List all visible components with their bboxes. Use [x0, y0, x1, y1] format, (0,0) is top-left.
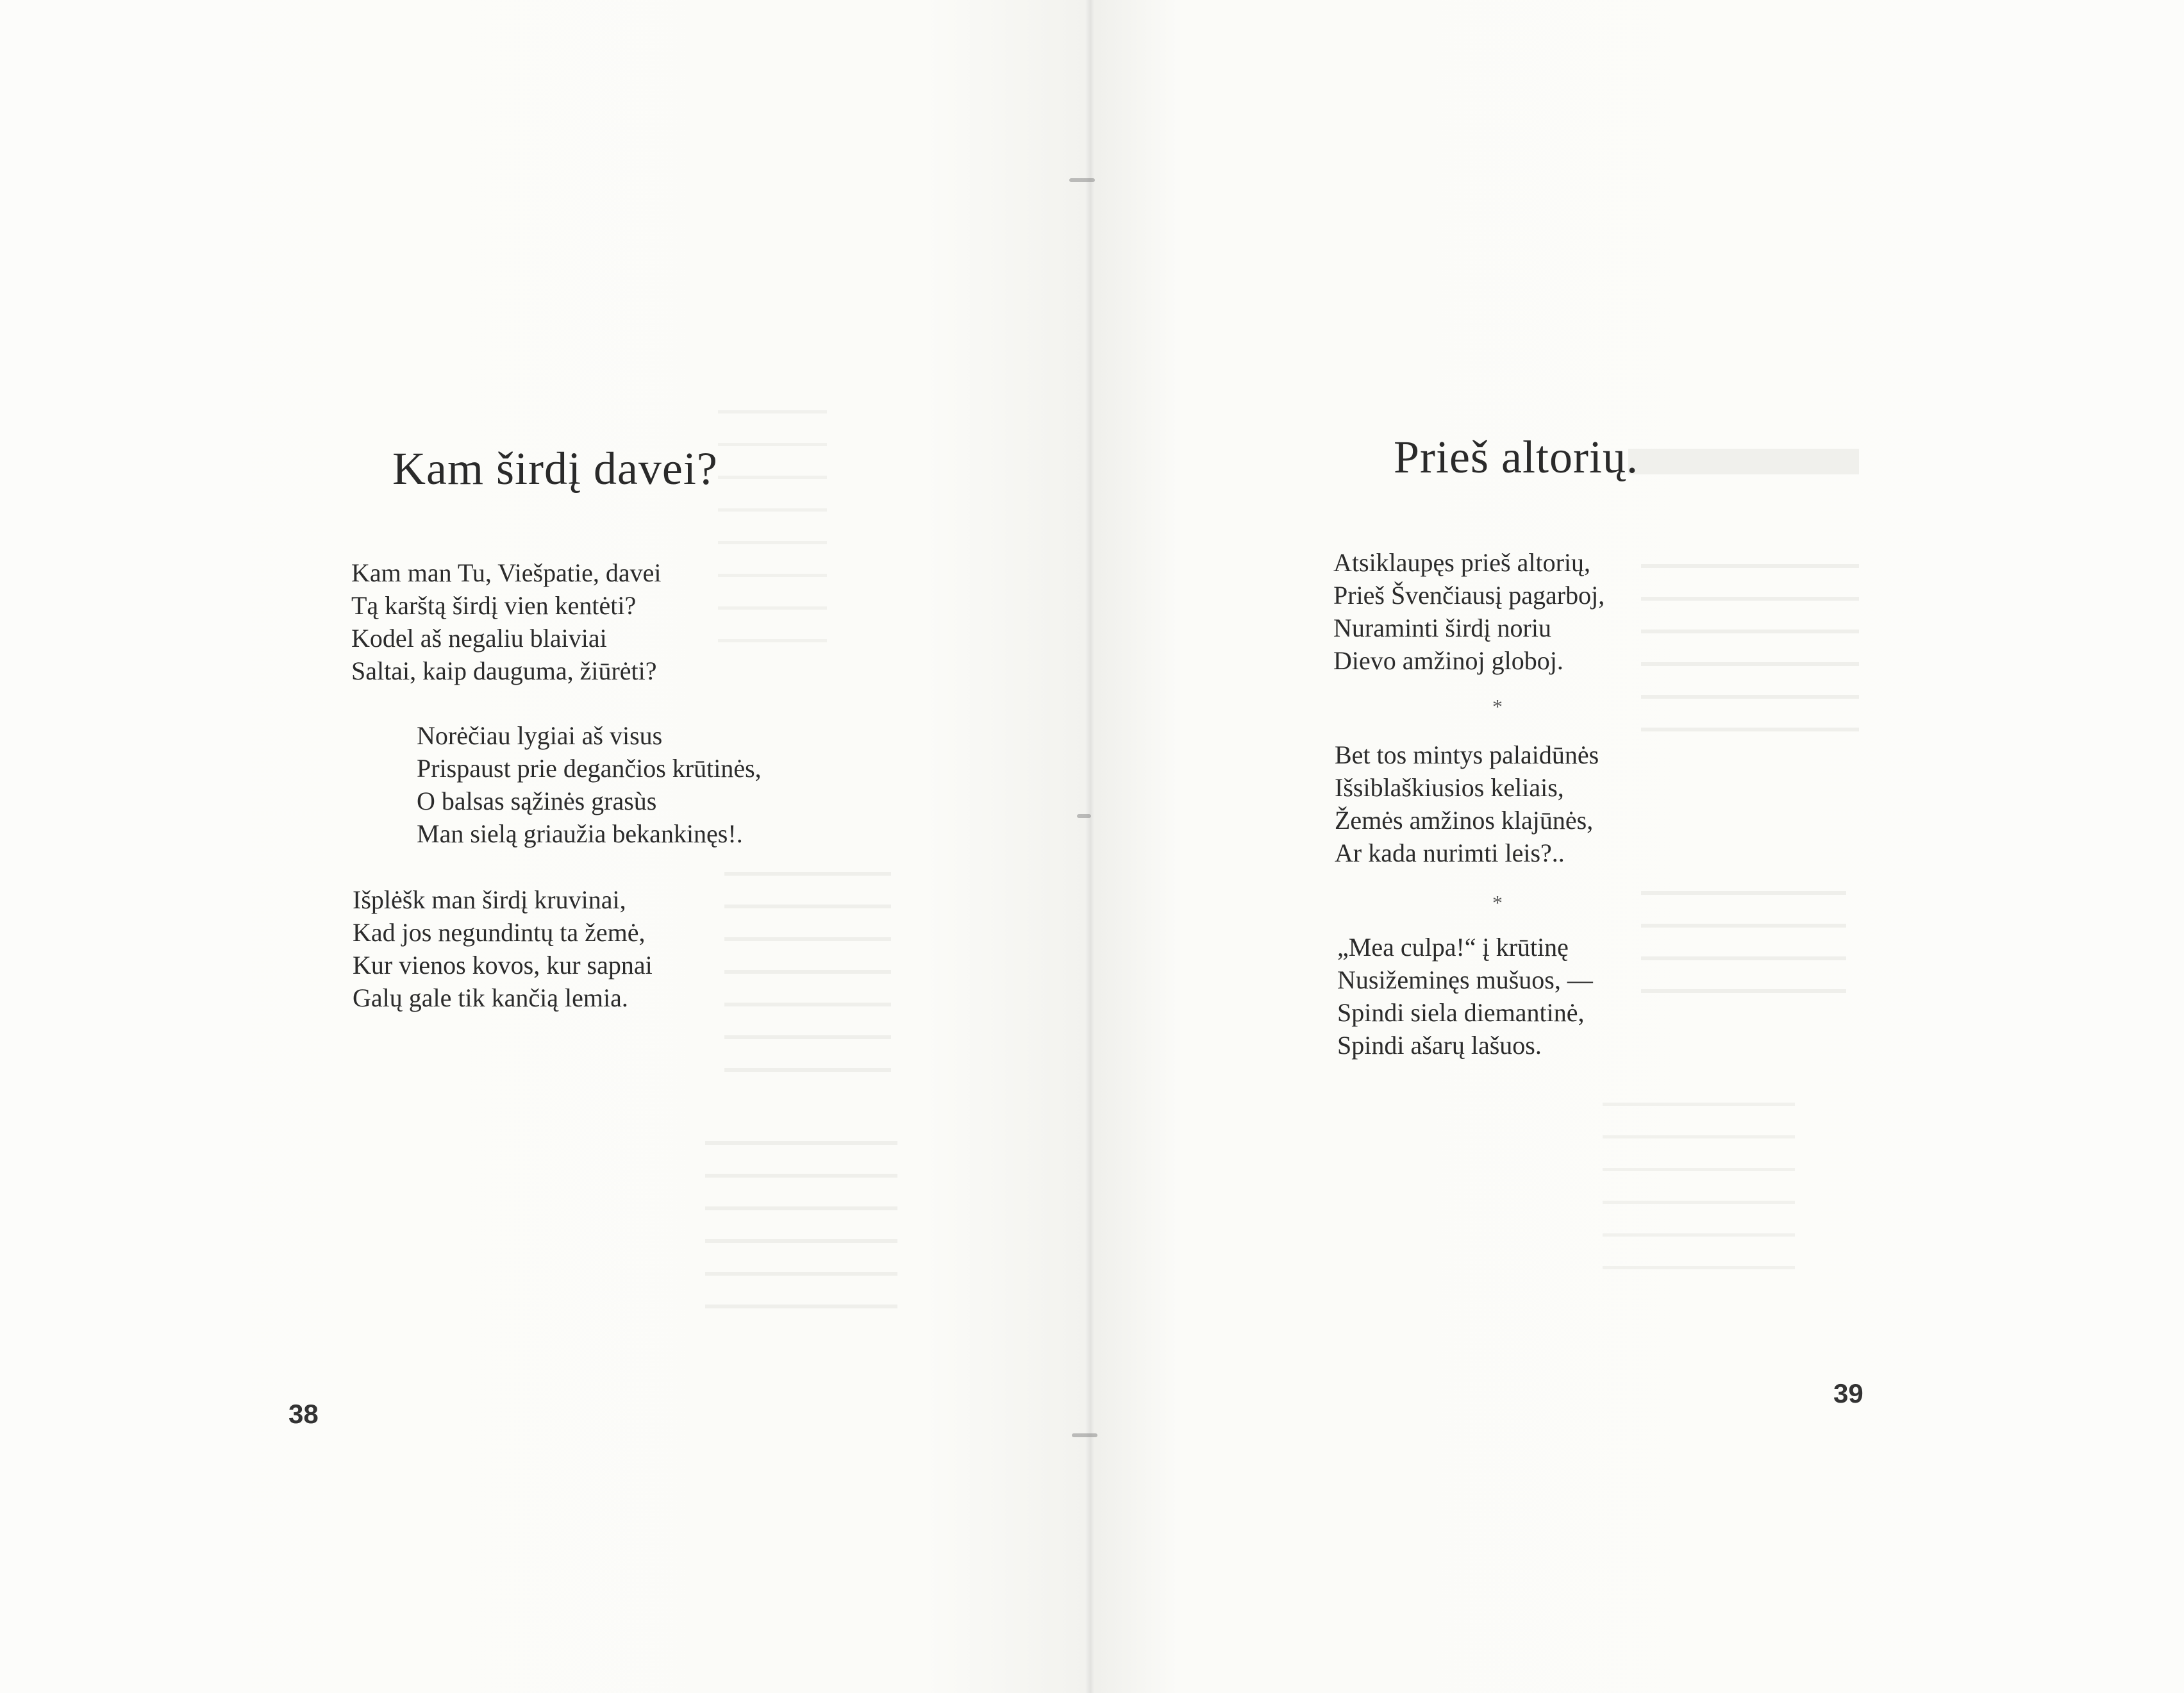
verse-line: Nuraminti širdį noriu [1333, 613, 1551, 642]
verse-line: Man sielą griaužia bekankinęs!. [417, 819, 743, 848]
show-through-block [724, 872, 891, 1090]
verse-line: Prispaust prie degančios krūtinės, [417, 754, 762, 783]
verse-line: Kam man Tu, Viešpatie, davei [351, 558, 662, 587]
verse-line: „Mea culpa!“ į krūtinę [1337, 933, 1569, 962]
page-number: 38 [288, 1399, 319, 1429]
verse-line: Atsiklaupęs prieš altorių, [1333, 548, 1591, 577]
binding-stitch [1072, 1433, 1097, 1437]
verse-line: O balsas sąžinės grasùs [417, 787, 657, 815]
verse-line: Išplėšk man širdį kruvinai, [353, 885, 626, 914]
verse-line: Norėčiau lygiai aš visus [417, 721, 663, 750]
verse-line: Ar kada nurimti leis?.. [1335, 838, 1565, 867]
page-number: 39 [1833, 1378, 1863, 1408]
verse-line: Kur vienos kovos, kur sapnai [353, 951, 653, 980]
poem-title: Kam širdį davei? [392, 443, 718, 494]
binding-stitch [1077, 814, 1091, 818]
verse-line: Kad jos negundintų ta žemė, [353, 918, 646, 947]
stanza-2 [417, 719, 762, 850]
verse-line: Nusižeminęs mušuos, — [1337, 965, 1593, 994]
stanza-separator: * [1492, 695, 1503, 718]
verse-line: Žemės amžinos klajūnės, [1335, 806, 1594, 835]
stanza-1 [351, 556, 661, 687]
stanza-2 [1335, 738, 1599, 869]
binding-stitch [1069, 178, 1095, 182]
stanza-separator: * [1492, 891, 1503, 914]
show-through-block [718, 410, 827, 654]
book-gutter [1085, 0, 1094, 1693]
left-page [0, 0, 1090, 1693]
verse-line: Spindi siela diemantinė, [1337, 998, 1585, 1027]
verse-line: Kodel aš negaliu blaiviai [351, 624, 607, 653]
show-through-block [1628, 449, 1859, 474]
verse-line: Galų gale tik kančią lemia. [353, 983, 628, 1012]
verse-line: Tą karštą širdį vien kentėti? [351, 591, 637, 620]
stanza-3 [353, 883, 653, 1014]
verse-line: Saltai, kaip dauguma, žiūrėti? [351, 656, 657, 685]
verse-line: Išsiblaškiusios keliais, [1335, 773, 1564, 802]
stanza-1 [1333, 546, 1605, 677]
verse-line: Spindi ašarų lašuos. [1337, 1031, 1542, 1060]
verse-line: Bet tos mintys palaidūnės [1335, 740, 1599, 769]
right-page [1090, 0, 2184, 1693]
show-through-block [1603, 1103, 1795, 1289]
poem-title: Prieš altorių. [1394, 431, 1638, 483]
verse-line: Prieš Švenčiausį pagarboj, [1333, 581, 1605, 610]
verse-line: Dievo amžinoj globoj. [1333, 646, 1563, 675]
show-through-block [1641, 891, 1846, 1019]
show-through-block [705, 1141, 897, 1321]
show-through-block [1641, 564, 1859, 750]
stanza-3 [1337, 931, 1593, 1062]
